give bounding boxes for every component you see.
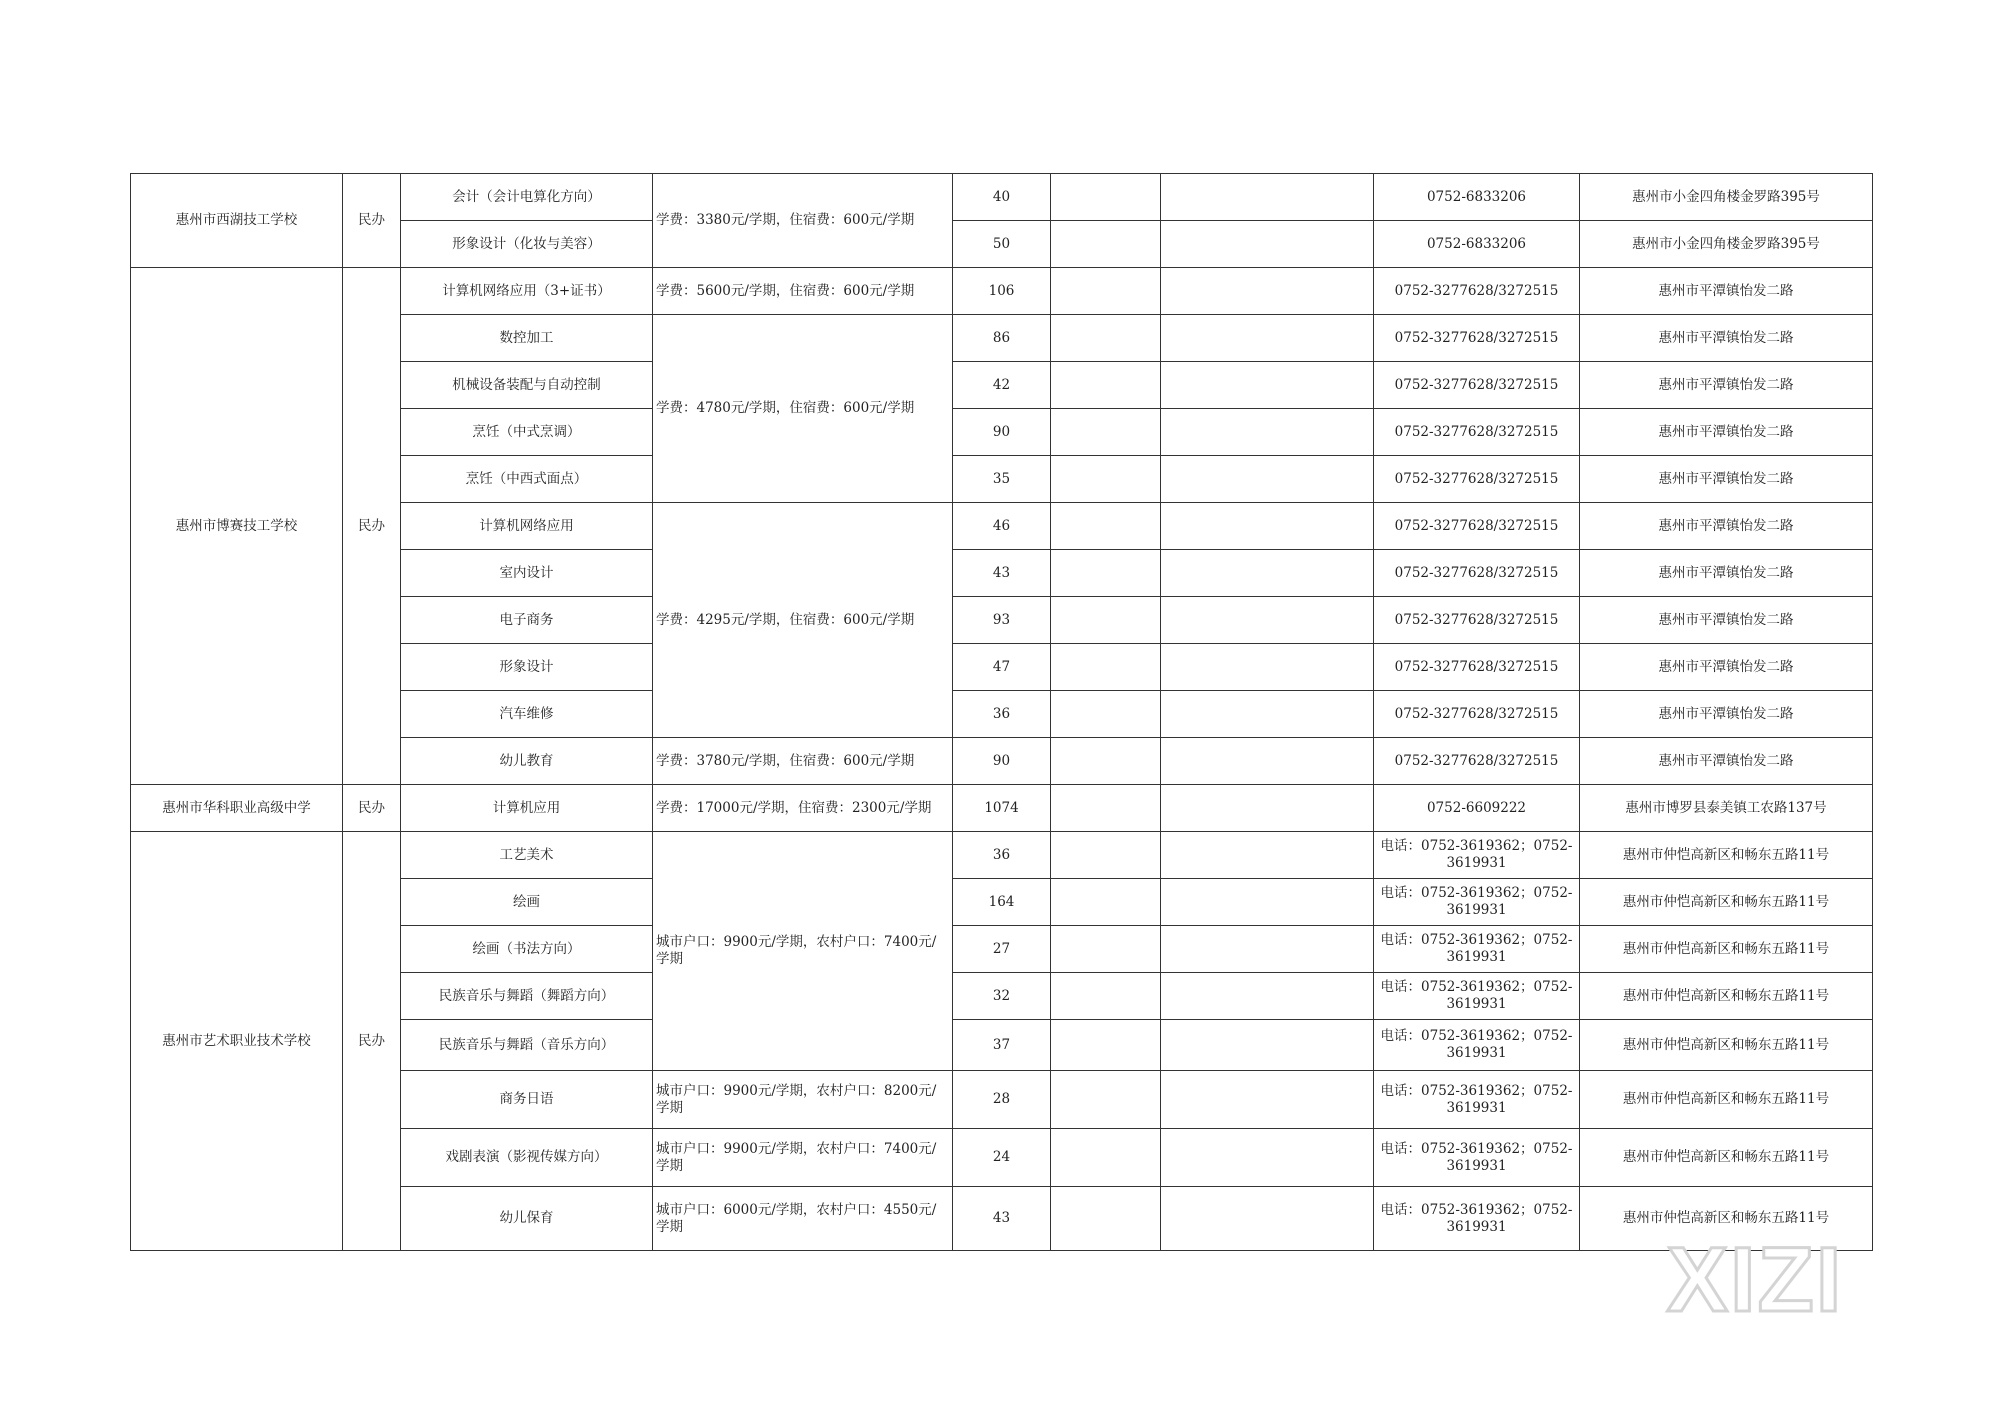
empty-cell [1051, 268, 1161, 315]
plan-count: 90 [953, 738, 1051, 785]
address: 惠州市仲恺高新区和畅东五路11号 [1580, 1020, 1873, 1071]
plan-count: 86 [953, 315, 1051, 362]
phone: 0752-3277628/3272515 [1374, 738, 1580, 785]
phone: 0752-6833206 [1374, 221, 1580, 268]
fee: 城市户口：9900元/学期，农村户口：7400元/学期 [653, 1129, 953, 1187]
empty-cell [1051, 1187, 1161, 1251]
school-name: 惠州市艺术职业技术学校 [131, 832, 343, 1251]
empty-cell [1051, 315, 1161, 362]
empty-cell [1161, 362, 1374, 409]
fee: 学费：3380元/学期，住宿费：600元/学期 [653, 174, 953, 268]
major: 民族音乐与舞蹈（舞蹈方向） [401, 973, 653, 1020]
phone: 0752-3277628/3272515 [1374, 456, 1580, 503]
table-row [131, 174, 1873, 221]
address: 惠州市仲恺高新区和畅东五路11号 [1580, 926, 1873, 973]
fee: 城市户口：9900元/学期，农村户口：8200元/学期 [653, 1071, 953, 1129]
major: 汽车维修 [401, 691, 653, 738]
major: 室内设计 [401, 550, 653, 597]
empty-cell [1051, 503, 1161, 550]
major: 数控加工 [401, 315, 653, 362]
major: 商务日语 [401, 1071, 653, 1129]
fee: 学费：4295元/学期，住宿费：600元/学期 [653, 503, 953, 738]
address: 惠州市平潭镇怡发二路 [1580, 644, 1873, 691]
plan-count: 164 [953, 879, 1051, 926]
address: 惠州市平潭镇怡发二路 [1580, 550, 1873, 597]
major: 戏剧表演（影视传媒方向） [401, 1129, 653, 1187]
address: 惠州市平潭镇怡发二路 [1580, 691, 1873, 738]
phone: 电话：0752-3619362；0752-3619931 [1374, 1129, 1580, 1187]
empty-cell [1051, 644, 1161, 691]
plan-count: 37 [953, 1020, 1051, 1071]
empty-cell [1161, 221, 1374, 268]
plan-count: 46 [953, 503, 1051, 550]
major: 计算机网络应用 [401, 503, 653, 550]
empty-cell [1161, 644, 1374, 691]
phone: 电话：0752-3619362；0752-3619931 [1374, 973, 1580, 1020]
major: 形象设计 [401, 644, 653, 691]
phone: 电话：0752-3619362；0752-3619931 [1374, 1071, 1580, 1129]
phone: 电话：0752-3619362；0752-3619931 [1374, 1187, 1580, 1251]
empty-cell [1051, 738, 1161, 785]
major: 民族音乐与舞蹈（音乐方向） [401, 1020, 653, 1071]
major: 绘画 [401, 879, 653, 926]
major: 工艺美术 [401, 832, 653, 879]
empty-cell [1051, 879, 1161, 926]
school-type: 民办 [343, 832, 401, 1251]
empty-cell [1051, 691, 1161, 738]
plan-count: 27 [953, 926, 1051, 973]
table-row [131, 785, 1873, 832]
address: 惠州市平潭镇怡发二路 [1580, 315, 1873, 362]
address: 惠州市博罗县泰美镇工农路137号 [1580, 785, 1873, 832]
empty-cell [1051, 221, 1161, 268]
address: 惠州市平潭镇怡发二路 [1580, 503, 1873, 550]
enrollment-table [130, 173, 1873, 1251]
empty-cell [1161, 503, 1374, 550]
phone: 电话：0752-3619362；0752-3619931 [1374, 926, 1580, 973]
phone: 电话：0752-3619362；0752-3619931 [1374, 1020, 1580, 1071]
plan-count: 43 [953, 550, 1051, 597]
empty-cell [1161, 409, 1374, 456]
address: 惠州市平潭镇怡发二路 [1580, 362, 1873, 409]
phone: 0752-3277628/3272515 [1374, 550, 1580, 597]
address: 惠州市小金四角楼金罗路395号 [1580, 174, 1873, 221]
plan-count: 1074 [953, 785, 1051, 832]
phone: 电话：0752-3619362；0752-3619931 [1374, 879, 1580, 926]
plan-count: 42 [953, 362, 1051, 409]
address: 惠州市仲恺高新区和畅东五路11号 [1580, 879, 1873, 926]
watermark-logo [1635, 1235, 1875, 1325]
address: 惠州市平潭镇怡发二路 [1580, 738, 1873, 785]
empty-cell [1161, 1071, 1374, 1129]
plan-count: 24 [953, 1129, 1051, 1187]
phone: 0752-3277628/3272515 [1374, 644, 1580, 691]
address: 惠州市仲恺高新区和畅东五路11号 [1580, 973, 1873, 1020]
plan-count: 36 [953, 691, 1051, 738]
phone: 电话：0752-3619362；0752-3619931 [1374, 832, 1580, 879]
empty-cell [1161, 550, 1374, 597]
address: 惠州市仲恺高新区和畅东五路11号 [1580, 1187, 1873, 1251]
school-type: 民办 [343, 785, 401, 832]
empty-cell [1161, 879, 1374, 926]
address: 惠州市平潭镇怡发二路 [1580, 597, 1873, 644]
empty-cell [1161, 268, 1374, 315]
major: 幼儿教育 [401, 738, 653, 785]
phone: 0752-3277628/3272515 [1374, 268, 1580, 315]
table-row [131, 832, 1873, 879]
address: 惠州市仲恺高新区和畅东五路11号 [1580, 832, 1873, 879]
plan-count: 90 [953, 409, 1051, 456]
plan-count: 28 [953, 1071, 1051, 1129]
plan-count: 47 [953, 644, 1051, 691]
phone: 0752-3277628/3272515 [1374, 315, 1580, 362]
empty-cell [1161, 973, 1374, 1020]
plan-count: 50 [953, 221, 1051, 268]
plan-count: 35 [953, 456, 1051, 503]
phone: 0752-6833206 [1374, 174, 1580, 221]
empty-cell [1161, 926, 1374, 973]
major: 计算机网络应用（3+证书） [401, 268, 653, 315]
phone: 0752-3277628/3272515 [1374, 597, 1580, 644]
empty-cell [1051, 973, 1161, 1020]
plan-count: 40 [953, 174, 1051, 221]
address: 惠州市小金四角楼金罗路395号 [1580, 221, 1873, 268]
address: 惠州市平潭镇怡发二路 [1580, 409, 1873, 456]
watermark-text: XIZI [1666, 1235, 1844, 1325]
plan-count: 43 [953, 1187, 1051, 1251]
fee: 学费：3780元/学期，住宿费：600元/学期 [653, 738, 953, 785]
empty-cell [1051, 832, 1161, 879]
empty-cell [1161, 1020, 1374, 1071]
major: 会计（会计电算化方向） [401, 174, 653, 221]
major: 绘画（书法方向） [401, 926, 653, 973]
major: 幼儿保育 [401, 1187, 653, 1251]
empty-cell [1161, 174, 1374, 221]
empty-cell [1051, 550, 1161, 597]
plan-count: 32 [953, 973, 1051, 1020]
address: 惠州市平潭镇怡发二路 [1580, 456, 1873, 503]
empty-cell [1051, 597, 1161, 644]
empty-cell [1051, 926, 1161, 973]
fee: 学费：17000元/学期，住宿费：2300元/学期 [653, 785, 953, 832]
plan-count: 93 [953, 597, 1051, 644]
plan-count: 36 [953, 832, 1051, 879]
empty-cell [1161, 691, 1374, 738]
empty-cell [1051, 174, 1161, 221]
phone: 0752-3277628/3272515 [1374, 409, 1580, 456]
table-row [131, 268, 1873, 315]
school-type: 民办 [343, 268, 401, 785]
major: 烹饪（中西式面点） [401, 456, 653, 503]
fee: 城市户口：9900元/学期，农村户口：7400元/学期 [653, 832, 953, 1071]
address: 惠州市仲恺高新区和畅东五路11号 [1580, 1071, 1873, 1129]
plan-count: 106 [953, 268, 1051, 315]
empty-cell [1161, 785, 1374, 832]
school-type: 民办 [343, 174, 401, 268]
empty-cell [1161, 456, 1374, 503]
fee: 城市户口：6000元/学期，农村户口：4550元/学期 [653, 1187, 953, 1251]
address: 惠州市仲恺高新区和畅东五路11号 [1580, 1129, 1873, 1187]
empty-cell [1161, 315, 1374, 362]
school-name: 惠州市华科职业高级中学 [131, 785, 343, 832]
major: 机械设备装配与自动控制 [401, 362, 653, 409]
school-name: 惠州市博赛技工学校 [131, 268, 343, 785]
major: 烹饪（中式烹调） [401, 409, 653, 456]
major: 计算机应用 [401, 785, 653, 832]
phone: 0752-3277628/3272515 [1374, 362, 1580, 409]
major: 电子商务 [401, 597, 653, 644]
school-name: 惠州市西湖技工学校 [131, 174, 343, 268]
empty-cell [1051, 409, 1161, 456]
address: 惠州市平潭镇怡发二路 [1580, 268, 1873, 315]
empty-cell [1161, 1187, 1374, 1251]
empty-cell [1051, 1020, 1161, 1071]
empty-cell [1051, 362, 1161, 409]
fee: 学费：5600元/学期，住宿费：600元/学期 [653, 268, 953, 315]
major: 形象设计（化妆与美容） [401, 221, 653, 268]
empty-cell [1051, 1071, 1161, 1129]
phone: 0752-3277628/3272515 [1374, 691, 1580, 738]
empty-cell [1161, 832, 1374, 879]
empty-cell [1051, 785, 1161, 832]
empty-cell [1051, 456, 1161, 503]
empty-cell [1161, 1129, 1374, 1187]
phone: 0752-6609222 [1374, 785, 1580, 832]
empty-cell [1051, 1129, 1161, 1187]
phone: 0752-3277628/3272515 [1374, 503, 1580, 550]
empty-cell [1161, 738, 1374, 785]
empty-cell [1161, 597, 1374, 644]
fee: 学费：4780元/学期，住宿费：600元/学期 [653, 315, 953, 503]
